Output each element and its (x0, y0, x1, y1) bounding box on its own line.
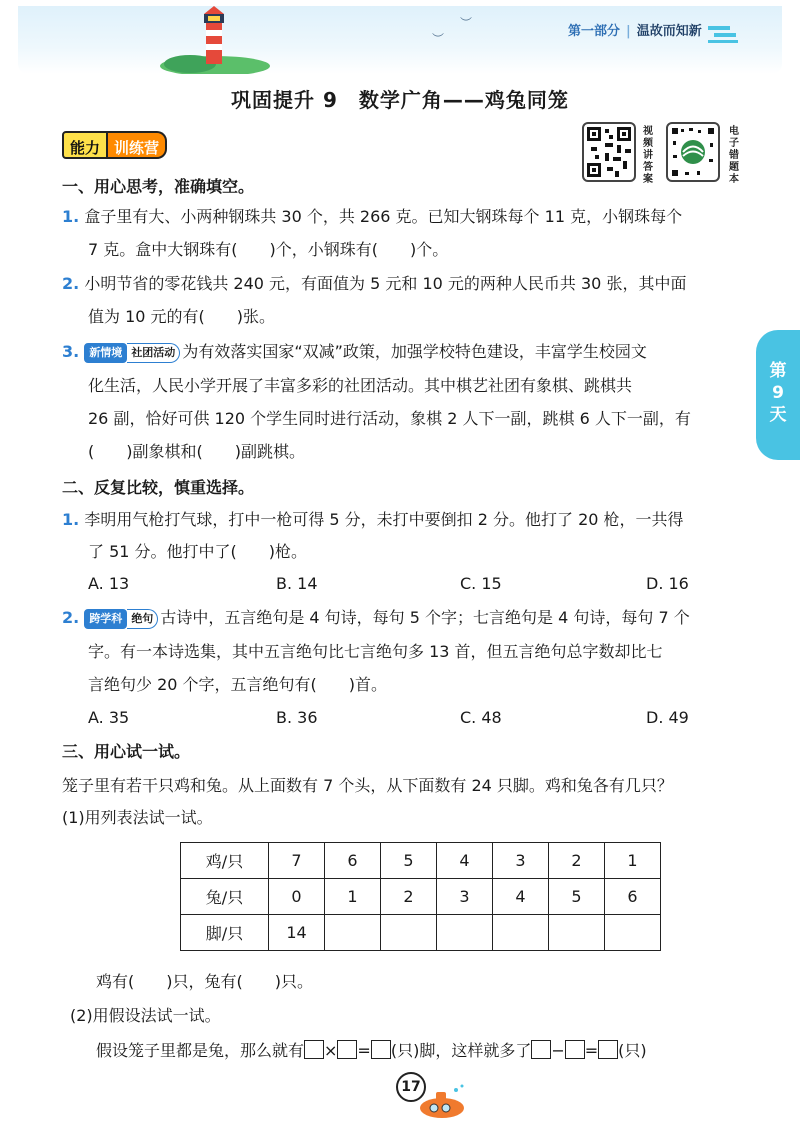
table-cell: 7 (269, 843, 325, 879)
s1-q1-line1: 1. 盒子里有大、小两种钢珠共 30 个，共 266 克。已知大钢珠每个 11 克，小钢珠每个 (62, 207, 683, 226)
table-cell: 4 (493, 879, 549, 915)
s3-assumption-line: 假设笼子里都是兔，那么就有 × = (只)脚，这样就多了 − = (只) (96, 1041, 647, 1060)
section1-heading: 一、用心思考，准确填空。 (62, 177, 255, 196)
qr-label-video: 视 频 讲 答 案 (643, 126, 653, 185)
qr-code-video-icon[interactable] (582, 122, 636, 182)
table-cell-blank[interactable] (437, 915, 493, 951)
qr-label-ebook: 电 子 错 题 本 (729, 126, 739, 185)
s3-part2-label: (2)用假设法试一试。 (70, 1006, 221, 1025)
s2-q2-line2: 字。有一本诗选集，其中五言绝句比七言绝句多 13 首，但五言绝句总字数却比七 (88, 642, 663, 661)
answer-box[interactable] (337, 1040, 357, 1059)
page-number: 17 (396, 1072, 426, 1102)
s3-problem: 笼子里有若干只鸡和兔。从上面数有 7 个头，从下面数有 24 只脚。鸡和兔各有几只？ (62, 776, 673, 795)
tag-club-activity: 社团活动 (127, 343, 180, 363)
table-row (181, 843, 661, 879)
table-cell-blank[interactable] (549, 915, 605, 951)
bird-icon: ︶ (432, 32, 445, 46)
submarine-icon (412, 1082, 472, 1122)
s2-q1-option-c[interactable]: C. 15 (460, 574, 502, 593)
answer-box[interactable] (371, 1040, 391, 1059)
answer-box[interactable] (531, 1040, 551, 1059)
s3-answer1: 鸡有( )只，兔有( )只。 (96, 972, 313, 991)
table-cell: 1 (325, 879, 381, 915)
table-cell: 1 (605, 843, 661, 879)
table-row-label: 鸡/只 (181, 843, 269, 879)
page-title: 巩固提升 9 数学广角——鸡兔同笼 (231, 88, 569, 112)
table-row-label: 脚/只 (181, 915, 269, 951)
table-cell-blank[interactable] (381, 915, 437, 951)
answer-box[interactable] (598, 1040, 618, 1059)
table-cell: 2 (381, 879, 437, 915)
header-band (18, 6, 782, 74)
table-cell: 3 (437, 879, 493, 915)
table-cell-blank[interactable] (605, 915, 661, 951)
tag-interdisciplinary: 跨学科 (84, 609, 127, 629)
s1-q2-line1: 2. 小明节省的零花钱共 240 元，有面值为 5 元和 10 元的两种人民币共 30 张，其中面 (62, 274, 687, 293)
header-label: 第一部分 | 温故而知新 (568, 24, 702, 39)
table-row (181, 879, 661, 915)
section2-heading: 二、反复比较，慎重选择。 (62, 478, 255, 497)
table-cell: 3 (493, 843, 549, 879)
section3-heading: 三、用心试一试。 (62, 742, 191, 761)
tag-jueju: 绝句 (127, 609, 158, 629)
s2-q2-option-b[interactable]: B. 36 (276, 708, 318, 727)
table-cell-blank[interactable] (325, 915, 381, 951)
table-cell-blank[interactable] (493, 915, 549, 951)
table-cell: 14 (269, 915, 325, 951)
s1-q3-line2: 化生活，人民小学开展了丰富多彩的社团活动。其中棋艺社团有象棋、跳棋共 (88, 376, 633, 395)
table-row-label: 兔/只 (181, 879, 269, 915)
table-cell: 5 (549, 879, 605, 915)
s2-q2-option-d[interactable]: D. 49 (646, 708, 689, 727)
wave-decoration-icon (706, 22, 742, 44)
table-cell: 4 (437, 843, 493, 879)
tag-new-context: 新情境 (84, 343, 127, 363)
s2-q2-option-a[interactable]: A. 35 (88, 708, 130, 727)
s1-q3-line3: 26 副，恰好可供 120 个学生同时进行活动，象棋 2 人下一副，跳棋 6 人下一副，有 (88, 409, 691, 428)
table-cell: 2 (549, 843, 605, 879)
table-cell: 6 (605, 879, 661, 915)
s2-q1-line2: 了 51 分。他打中了( )枪。 (88, 542, 308, 561)
s2-q2-option-c[interactable]: C. 48 (460, 708, 502, 727)
s1-q1-line2: 7 克。盒中大钢珠有( )个，小钢珠有( )个。 (88, 240, 449, 259)
s2-q2-line3: 言绝句少 20 个字，五言绝句有( )首。 (88, 675, 388, 694)
section-badge: 能力 训练营 (62, 131, 167, 159)
s2-q1-option-a[interactable]: A. 13 (88, 574, 130, 593)
chicken-rabbit-table (180, 842, 661, 951)
answer-box[interactable] (565, 1040, 585, 1059)
s1-q2-line2: 值为 10 元的有( )张。 (88, 307, 276, 326)
s3-part1-label: (1)用列表法试一试。 (62, 808, 213, 827)
s2-q1-option-b[interactable]: B. 14 (276, 574, 318, 593)
qr-code-ebook-icon[interactable] (666, 122, 720, 182)
answer-box[interactable] (304, 1040, 324, 1059)
bird-icon: ︶ (460, 16, 473, 30)
table-row (181, 915, 661, 951)
s2-q1-option-d[interactable]: D. 16 (646, 574, 689, 593)
s1-q3-line4: ( )副象棋和( )副跳棋。 (88, 442, 305, 461)
day-side-tab: 第 9 天 (756, 330, 800, 460)
s2-q2-line1: 2. 跨学科 绝句 古诗中，五言绝句是 4 句诗，每句 5 个字；七言绝句是 4 句诗，每句 7 个 (62, 608, 690, 627)
table-cell: 0 (269, 879, 325, 915)
table-cell: 6 (325, 843, 381, 879)
lighthouse-illustration (160, 4, 270, 74)
table-cell: 5 (381, 843, 437, 879)
s1-q3-line1: 3. 新情境 社团活动 为有效落实国家“双减”政策，加强学校特色建设，丰富学生校园文 (62, 342, 647, 361)
s2-q1-line1: 1. 李明用气枪打气球，打中一枪可得 5 分，未打中要倒扣 2 分。他打了 20 枪，一共得 (62, 510, 684, 529)
